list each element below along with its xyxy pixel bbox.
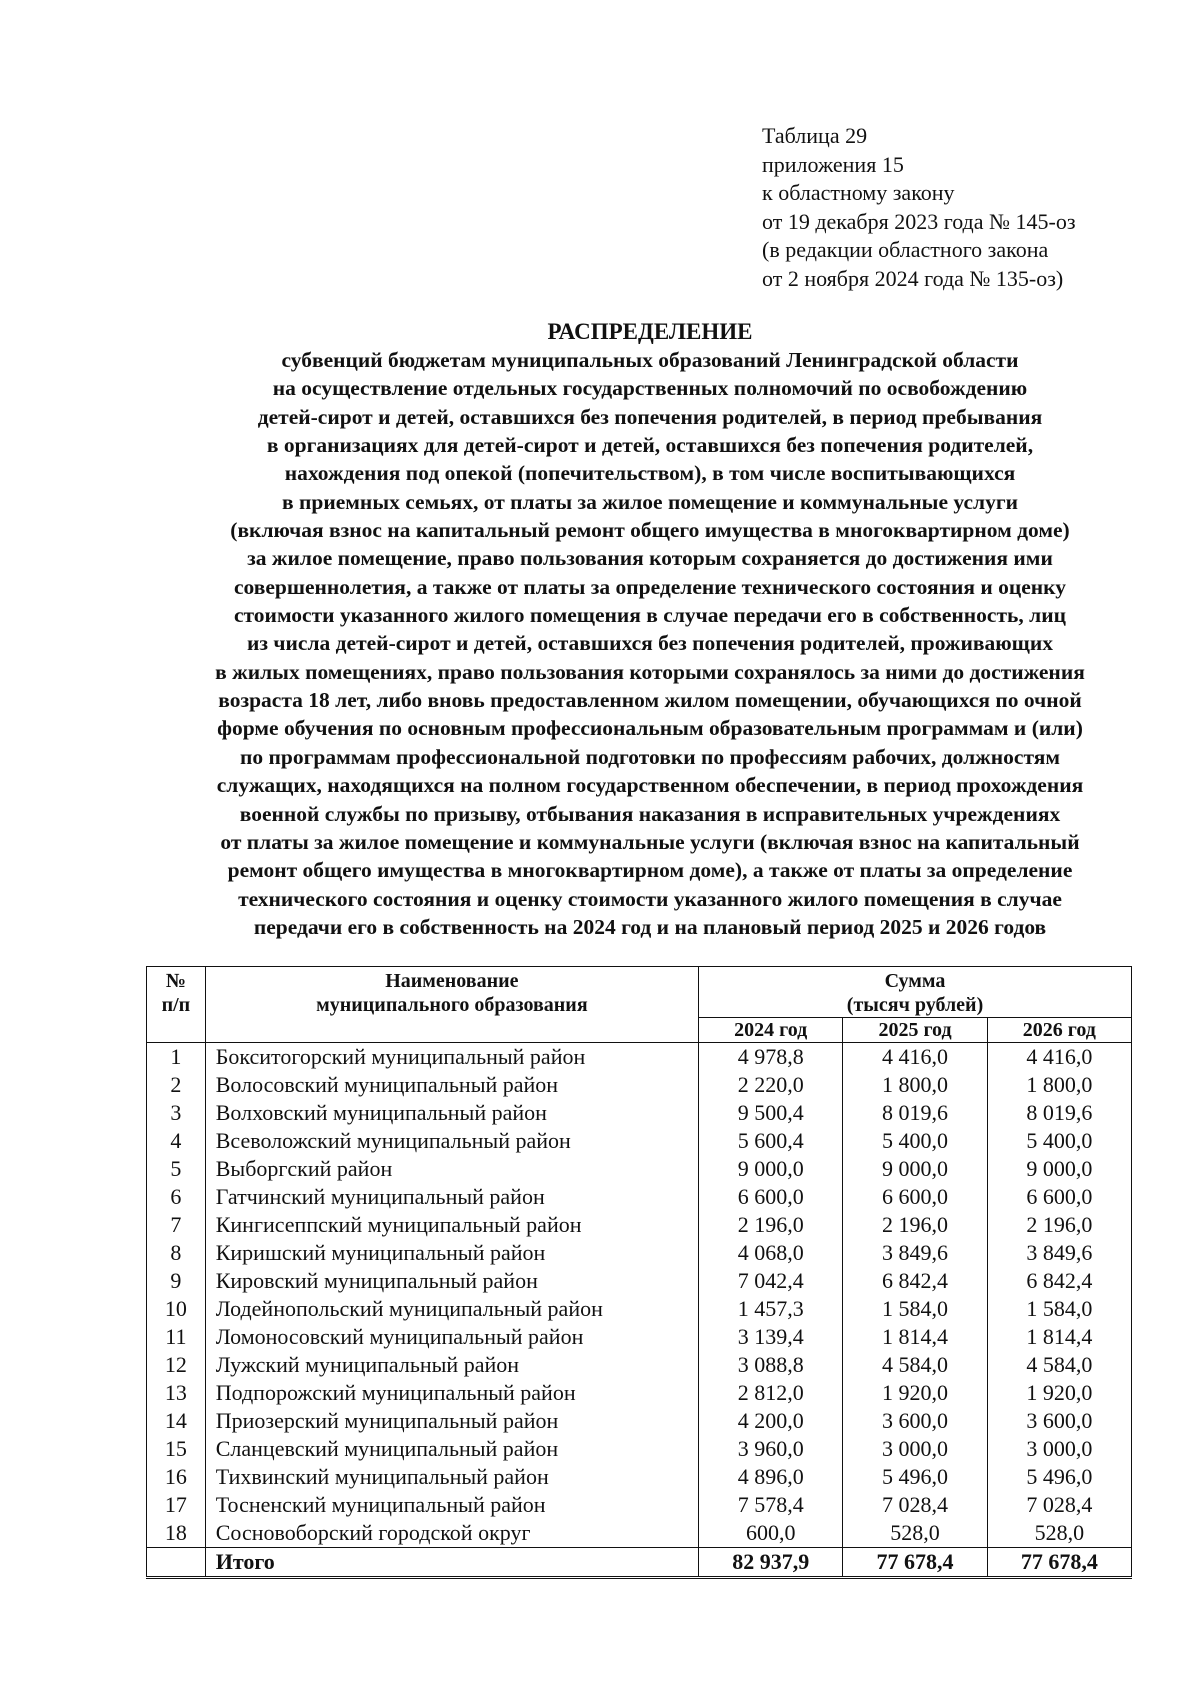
row-municipality-name: Подпорожский муниципальный район bbox=[205, 1379, 698, 1407]
row-value-2024: 5 600,4 bbox=[699, 1127, 843, 1155]
header-name-line1: Наименование bbox=[385, 970, 519, 992]
row-value-2025: 9 000,0 bbox=[843, 1155, 987, 1183]
row-value-2026: 528,0 bbox=[987, 1519, 1131, 1548]
row-value-2024: 3 139,4 bbox=[699, 1323, 843, 1351]
row-value-2024: 3 960,0 bbox=[699, 1435, 843, 1463]
row-municipality-name: Сосновоборский городской округ bbox=[205, 1519, 698, 1548]
subtitle-line: служащих, находящихся на полном государственном обеспечении, в период прохождения bbox=[216, 773, 1084, 798]
row-value-2026: 3 600,0 bbox=[987, 1407, 1131, 1435]
row-number: 2 bbox=[147, 1071, 206, 1099]
subtitle-line: нахождения под опекой (попечительством), в том числе воспитывающихся bbox=[284, 461, 1016, 486]
table-row bbox=[147, 1295, 1132, 1323]
header-number-line2: п/п bbox=[161, 994, 191, 1016]
row-value-2026: 9 000,0 bbox=[987, 1155, 1131, 1183]
table-row bbox=[147, 1071, 1132, 1099]
row-value-2025: 1 920,0 bbox=[843, 1379, 987, 1407]
subtitle-line: в приемных семьях, от платы за жилое помещение и коммунальные услуги bbox=[282, 489, 1018, 514]
table-row bbox=[147, 1211, 1132, 1239]
row-municipality-name: Ломоносовский муниципальный район bbox=[205, 1323, 698, 1351]
row-municipality-name: Кировский муниципальный район bbox=[205, 1267, 698, 1295]
subtitle-line: совершеннолетия, а также от платы за определение технического состояния и оценку bbox=[233, 574, 1067, 599]
total-2026: 77 678,4 bbox=[987, 1548, 1131, 1578]
document-subtitle bbox=[140, 346, 1160, 941]
subtitle-line: (включая взнос на капитальный ремонт общего имущества в многоквартирном доме) bbox=[230, 518, 1070, 543]
table-row bbox=[147, 1267, 1132, 1295]
header-number-line1: № bbox=[165, 970, 186, 992]
row-value-2025: 3 849,6 bbox=[843, 1239, 987, 1267]
header-sum-line1: Сумма bbox=[884, 970, 946, 992]
subtitle-line: детей-сирот и детей, оставшихся без попечения родителей, в период пребывания bbox=[257, 404, 1043, 429]
row-municipality-name: Волосовский муниципальный район bbox=[205, 1071, 698, 1099]
row-number: 11 bbox=[147, 1323, 206, 1351]
row-value-2024: 7 578,4 bbox=[699, 1491, 843, 1519]
table-row bbox=[147, 1519, 1132, 1548]
row-number: 5 bbox=[147, 1155, 206, 1183]
table-row bbox=[147, 1323, 1132, 1351]
row-value-2024: 4 200,0 bbox=[699, 1407, 843, 1435]
header-sum-line2: (тысяч рублей) bbox=[846, 994, 984, 1016]
subtitle-line: стоимости указанного жилого помещения в случае передачи его в собственность, лиц bbox=[233, 603, 1066, 628]
row-number: 9 bbox=[147, 1267, 206, 1295]
row-value-2025: 3 000,0 bbox=[843, 1435, 987, 1463]
total-row bbox=[147, 1548, 1132, 1578]
subtitle-line: субвенций бюджетам муниципальных образований Ленинградской области bbox=[281, 348, 1019, 372]
row-value-2026: 7 028,4 bbox=[987, 1491, 1131, 1519]
row-value-2025: 5 496,0 bbox=[843, 1463, 987, 1491]
row-value-2026: 3 849,6 bbox=[987, 1239, 1131, 1267]
table-row bbox=[147, 1463, 1132, 1491]
row-value-2025: 1 800,0 bbox=[843, 1071, 987, 1099]
table-header bbox=[147, 967, 1132, 1043]
subtitle-line: возраста 18 лет, либо вновь предоставленном жилом помещении, обучающихся по очной bbox=[218, 688, 1082, 713]
subtitle-line: технического состояния и оценку стоимости указанного жилого помещения в случае bbox=[238, 886, 1062, 911]
row-value-2024: 4 978,8 bbox=[699, 1043, 843, 1072]
row-number: 18 bbox=[147, 1519, 206, 1548]
row-number: 15 bbox=[147, 1435, 206, 1463]
row-value-2025: 528,0 bbox=[843, 1519, 987, 1548]
row-value-2024: 3 088,8 bbox=[699, 1351, 843, 1379]
table-row bbox=[147, 1379, 1132, 1407]
row-municipality-name: Тосненский муниципальный район bbox=[205, 1491, 698, 1519]
row-municipality-name: Сланцевский муниципальный район bbox=[205, 1435, 698, 1463]
row-value-2026: 4 584,0 bbox=[987, 1351, 1131, 1379]
row-value-2025: 7 028,4 bbox=[843, 1491, 987, 1519]
row-value-2026: 3 000,0 bbox=[987, 1435, 1131, 1463]
row-value-2026: 1 920,0 bbox=[987, 1379, 1131, 1407]
header-note-line: Таблица 29 bbox=[762, 123, 868, 148]
subtitle-line: в организациях для детей-сирот и детей, оставшихся без попечения родителей, bbox=[266, 433, 1034, 458]
total-label: Итого bbox=[205, 1548, 698, 1578]
subtitle-line: форме обучения по основным профессиональным образовательным программам и (или) bbox=[217, 716, 1083, 741]
row-municipality-name: Лужский муниципальный район bbox=[205, 1351, 698, 1379]
row-value-2024: 2 196,0 bbox=[699, 1211, 843, 1239]
subtitle-line: на осуществление отдельных государственных полномочий по освобождению bbox=[272, 376, 1028, 401]
header-year-label: 2025 год bbox=[843, 1017, 986, 1042]
table-total bbox=[147, 1548, 1132, 1578]
row-number: 8 bbox=[147, 1239, 206, 1267]
table-body bbox=[147, 1043, 1132, 1548]
row-municipality-name: Волховский муниципальный район bbox=[205, 1099, 698, 1127]
row-municipality-name: Выборгский район bbox=[205, 1155, 698, 1183]
header-note-line: (в редакции областного закона bbox=[762, 237, 1049, 262]
row-value-2026: 1 814,4 bbox=[987, 1323, 1131, 1351]
row-value-2026: 5 496,0 bbox=[987, 1463, 1131, 1491]
row-value-2025: 4 416,0 bbox=[843, 1043, 987, 1072]
row-number: 16 bbox=[147, 1463, 206, 1491]
row-municipality-name: Всеволожский муниципальный район bbox=[205, 1127, 698, 1155]
subtitle-line: от платы за жилое помещение и коммунальные услуги (включая взнос на капитальный bbox=[220, 829, 1080, 854]
subtitle-line: ремонт общего имущества в многоквартирном доме), а также от платы за определение bbox=[227, 858, 1073, 883]
subtitle-line: из числа детей-сирот и детей, оставшихся без попечения родителей, проживающих bbox=[247, 631, 1053, 656]
row-value-2026: 1 584,0 bbox=[987, 1295, 1131, 1323]
row-value-2024: 7 042,4 bbox=[699, 1267, 843, 1295]
header-year-2024 bbox=[699, 1017, 843, 1043]
table-row bbox=[147, 1435, 1132, 1463]
row-value-2024: 2 220,0 bbox=[699, 1071, 843, 1099]
header-name-line2: муниципального образования bbox=[316, 994, 588, 1016]
header-note-line: от 2 ноября 2024 года № 135-оз) bbox=[762, 265, 1064, 291]
row-value-2025: 6 600,0 bbox=[843, 1183, 987, 1211]
header-note-line: от 19 декабря 2023 года № 145-оз bbox=[762, 208, 1076, 234]
row-value-2026: 4 416,0 bbox=[987, 1043, 1131, 1072]
table-row bbox=[147, 1183, 1132, 1211]
row-value-2024: 2 812,0 bbox=[699, 1379, 843, 1407]
row-municipality-name: Гатчинский муниципальный район bbox=[205, 1183, 698, 1211]
row-municipality-name: Лодейнопольский муниципальный район bbox=[205, 1295, 698, 1323]
row-value-2024: 600,0 bbox=[699, 1519, 843, 1548]
header-year-label: 2026 год bbox=[988, 1017, 1131, 1042]
row-number: 1 bbox=[147, 1043, 206, 1072]
row-value-2026: 5 400,0 bbox=[987, 1127, 1131, 1155]
header-note bbox=[762, 122, 1076, 293]
row-number: 12 bbox=[147, 1351, 206, 1379]
document-title: РАСПРЕДЕЛЕНИЕ bbox=[547, 319, 753, 344]
header-note-line: приложения 15 bbox=[762, 151, 904, 177]
table-row bbox=[147, 1407, 1132, 1435]
total-2025: 77 678,4 bbox=[843, 1548, 987, 1578]
row-municipality-name: Бокситогорский муниципальный район bbox=[205, 1043, 698, 1072]
row-value-2026: 6 600,0 bbox=[987, 1183, 1131, 1211]
row-value-2024: 1 457,3 bbox=[699, 1295, 843, 1323]
table-row bbox=[147, 1491, 1132, 1519]
table-row bbox=[147, 1155, 1132, 1183]
subtitle-line: по программам профессиональной подготовки по профессиям рабочих, должностям bbox=[239, 744, 1060, 769]
subtitle-line: военной службы по призыву, отбывания наказания в исправительных учреждениях bbox=[239, 801, 1061, 826]
row-value-2025: 3 600,0 bbox=[843, 1407, 987, 1435]
header-year-2026 bbox=[987, 1017, 1131, 1043]
row-value-2025: 6 842,4 bbox=[843, 1267, 987, 1295]
row-value-2024: 9 000,0 bbox=[699, 1155, 843, 1183]
row-municipality-name: Тихвинский муниципальный район bbox=[205, 1463, 698, 1491]
total-2024: 82 937,9 bbox=[699, 1548, 843, 1578]
table-row bbox=[147, 1239, 1132, 1267]
row-value-2025: 4 584,0 bbox=[843, 1351, 987, 1379]
header-year-label: 2024 год bbox=[699, 1017, 842, 1042]
subtitle-line: в жилых помещениях, право пользования которыми сохранялось за ними до достижения bbox=[215, 659, 1085, 684]
row-value-2024: 9 500,4 bbox=[699, 1099, 843, 1127]
table-row bbox=[147, 1043, 1132, 1072]
row-value-2025: 2 196,0 bbox=[843, 1211, 987, 1239]
distribution-table bbox=[146, 966, 1132, 1579]
subtitle-line: за жилое помещение, право пользования которым сохраняется до достижения ими bbox=[247, 546, 1053, 571]
header-sum bbox=[699, 967, 1132, 1018]
row-value-2025: 8 019,6 bbox=[843, 1099, 987, 1127]
header-note-line: к областному закону bbox=[762, 180, 955, 205]
row-number: 4 bbox=[147, 1127, 206, 1155]
row-value-2024: 4 068,0 bbox=[699, 1239, 843, 1267]
row-value-2025: 1 584,0 bbox=[843, 1295, 987, 1323]
header-name bbox=[205, 967, 698, 1043]
row-municipality-name: Кингисеппский муниципальный район bbox=[205, 1211, 698, 1239]
row-value-2026: 8 019,6 bbox=[987, 1099, 1131, 1127]
row-value-2024: 6 600,0 bbox=[699, 1183, 843, 1211]
row-number: 7 bbox=[147, 1211, 206, 1239]
total-number-cell bbox=[147, 1548, 206, 1578]
row-number: 17 bbox=[147, 1491, 206, 1519]
row-value-2026: 2 196,0 bbox=[987, 1211, 1131, 1239]
row-value-2024: 4 896,0 bbox=[699, 1463, 843, 1491]
row-number: 10 bbox=[147, 1295, 206, 1323]
table-row bbox=[147, 1099, 1132, 1127]
row-value-2026: 1 800,0 bbox=[987, 1071, 1131, 1099]
row-value-2026: 6 842,4 bbox=[987, 1267, 1131, 1295]
table-row bbox=[147, 1127, 1132, 1155]
table-row bbox=[147, 1351, 1132, 1379]
row-number: 14 bbox=[147, 1407, 206, 1435]
row-value-2025: 5 400,0 bbox=[843, 1127, 987, 1155]
row-number: 13 bbox=[147, 1379, 206, 1407]
row-number: 3 bbox=[147, 1099, 206, 1127]
row-municipality-name: Киришский муниципальный район bbox=[205, 1239, 698, 1267]
row-number: 6 bbox=[147, 1183, 206, 1211]
subtitle-line: передачи его в собственность на 2024 год и на плановый период 2025 и 2026 годов bbox=[253, 914, 1047, 939]
header-year-2025 bbox=[843, 1017, 987, 1043]
header-number bbox=[147, 967, 206, 1043]
row-municipality-name: Приозерский муниципальный район bbox=[205, 1407, 698, 1435]
row-value-2025: 1 814,4 bbox=[843, 1323, 987, 1351]
